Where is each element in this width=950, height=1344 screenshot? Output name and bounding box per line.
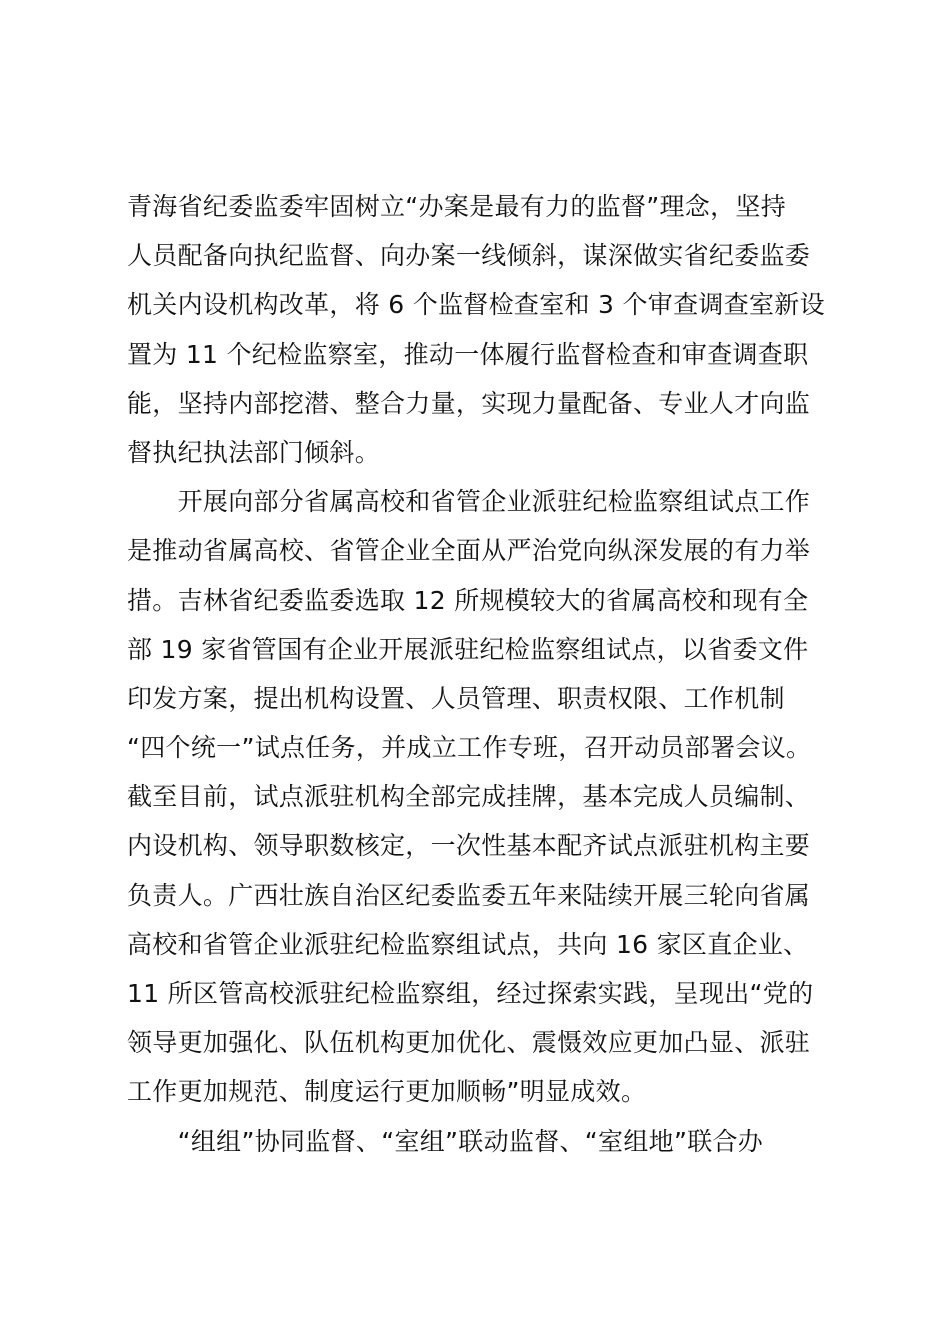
text-line: 部 19 家省管国有企业开展派驻纪检监察组试点，以省委文件 (127, 634, 809, 664)
text-line: 能，坚持内部挖潜、整合力量，实现力量配备、专业人才向监 (127, 388, 811, 418)
text-line: “四个统一”试点任务，并成立工作专班，召开动员部署会议。 (127, 733, 812, 763)
text-line: 工作更加规范、制度运行更加顺畅”明显成效。 (127, 1077, 647, 1107)
text-line: 人员配备向执纪监督、向办案一线倾斜，谋深做实省纪委监委 (127, 241, 811, 271)
text-line: 是推动省属高校、省管企业全面从严治党向纵深发展的有力举 (127, 536, 811, 566)
text-line: 置为 11 个纪检监察室，推动一体履行监督检查和审查调查职 (127, 339, 809, 369)
text-line: 高校和省管企业派驻纪检监察组试点，共向 16 家区直企业、 (127, 929, 809, 959)
text-line: 截至目前，试点派驻机构全部完成挂牌，基本完成人员编制、 (127, 782, 811, 812)
text-line: 开展向部分省属高校和省管企业派驻纪检监察组试点工作 (127, 487, 811, 517)
text-line: 机关内设机构改革，将 6 个监督检查室和 3 个审查调查室新设 (127, 290, 825, 320)
text-line: 11 所区管高校派驻纪检监察组，经过探索实践，呈现出“党的 (127, 979, 814, 1008)
text-line: 印发方案，提出机构设置、人员管理、职责权限、工作机制 (127, 683, 785, 713)
text-line: 领导更加强化、队伍机构更加优化、震慑效应更加凸显、派驻 (127, 1028, 811, 1058)
text-line: 内设机构、领导职数核定，一次性基本配齐试点派驻机构主要 (127, 831, 811, 861)
text-line: 督执纪执法部门倾斜。 (127, 437, 381, 467)
text-line: 负责人。广西壮族自治区纪委监委五年来陆续开展三轮向省属 (127, 880, 811, 910)
text-line: 措。吉林省纪委监委选取 12 所规模较大的省属高校和现有全 (127, 585, 809, 615)
text-line: “组组”协同监督、“室组”联动监督、“室组地”联合办 (127, 1126, 764, 1156)
body-text (127, 182, 847, 1166)
text-line: 青海省纪委监委牢固树立“办案是最有力的监督”理念，坚持 (127, 192, 787, 221)
